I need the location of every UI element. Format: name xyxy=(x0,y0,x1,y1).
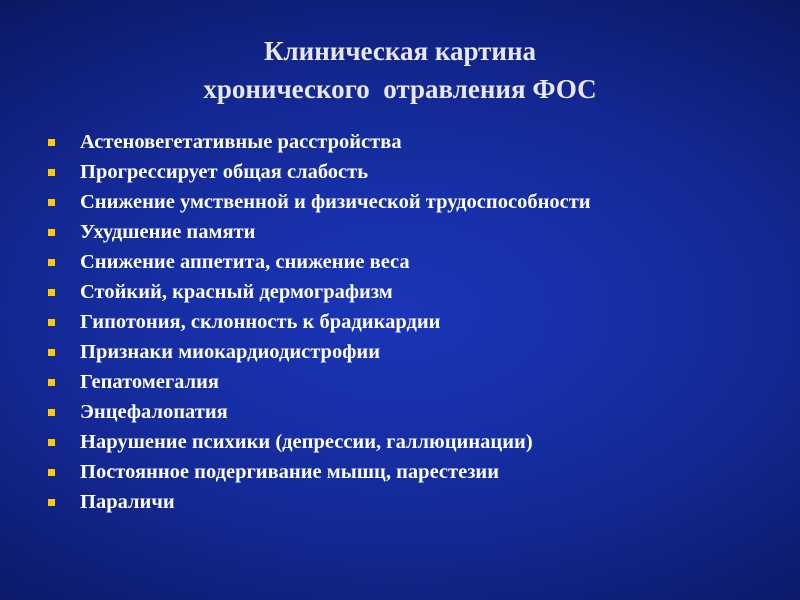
bullet-text: Снижение умственной и физической трудоспособности xyxy=(80,191,591,213)
bullet-text: Снижение аппетита, снижение веса xyxy=(80,251,410,273)
square-bullet-icon xyxy=(48,469,55,476)
bullet-item xyxy=(48,247,591,277)
bullet-item xyxy=(48,307,591,337)
bullet-text: Энцефалопатия xyxy=(80,401,228,423)
bullet-text: Гепатомегалия xyxy=(80,371,219,393)
bullet-item xyxy=(48,457,591,487)
bullet-item xyxy=(48,367,591,397)
square-bullet-icon xyxy=(48,229,55,236)
square-bullet-icon xyxy=(48,169,55,176)
square-bullet-icon xyxy=(48,199,55,206)
bullet-text: Астеновегетативные расстройства xyxy=(80,131,402,153)
bullet-text: Гипотония, склонность к брадикардии xyxy=(80,311,441,333)
bullet-text: Нарушение психики (депрессии, галлюцинации) xyxy=(80,431,533,453)
square-bullet-icon xyxy=(48,139,55,146)
slide-title-line-2: хронического отравления ФОС xyxy=(203,74,597,104)
bullet-item xyxy=(48,217,591,247)
bullet-item xyxy=(48,397,591,427)
square-bullet-icon xyxy=(48,259,55,266)
bullet-text: Параличи xyxy=(80,491,175,513)
square-bullet-icon xyxy=(48,349,55,356)
bullet-list xyxy=(48,127,591,517)
square-bullet-icon xyxy=(48,409,55,416)
bullet-item xyxy=(48,427,591,457)
bullet-item xyxy=(48,127,591,157)
bullet-item xyxy=(48,157,591,187)
bullet-text: Стойкий, красный дермографизм xyxy=(80,281,393,303)
square-bullet-icon xyxy=(48,289,55,296)
bullet-item xyxy=(48,487,591,517)
slide-title-line-1: Клиническая картина xyxy=(263,36,537,66)
bullet-text: Ухудшение памяти xyxy=(80,221,256,243)
square-bullet-icon xyxy=(48,439,55,446)
slide-title xyxy=(0,32,800,108)
bullet-text: Признаки миокардиодистрофии xyxy=(80,341,381,363)
square-bullet-icon xyxy=(48,319,55,326)
bullet-item xyxy=(48,277,591,307)
square-bullet-icon xyxy=(48,379,55,386)
bullet-item xyxy=(48,187,591,217)
bullet-text: Постоянное подергивание мышц, парестезии xyxy=(80,461,500,483)
bullet-text: Прогрессирует общая слабость xyxy=(80,161,369,183)
square-bullet-icon xyxy=(48,499,55,506)
bullet-item xyxy=(48,337,591,367)
